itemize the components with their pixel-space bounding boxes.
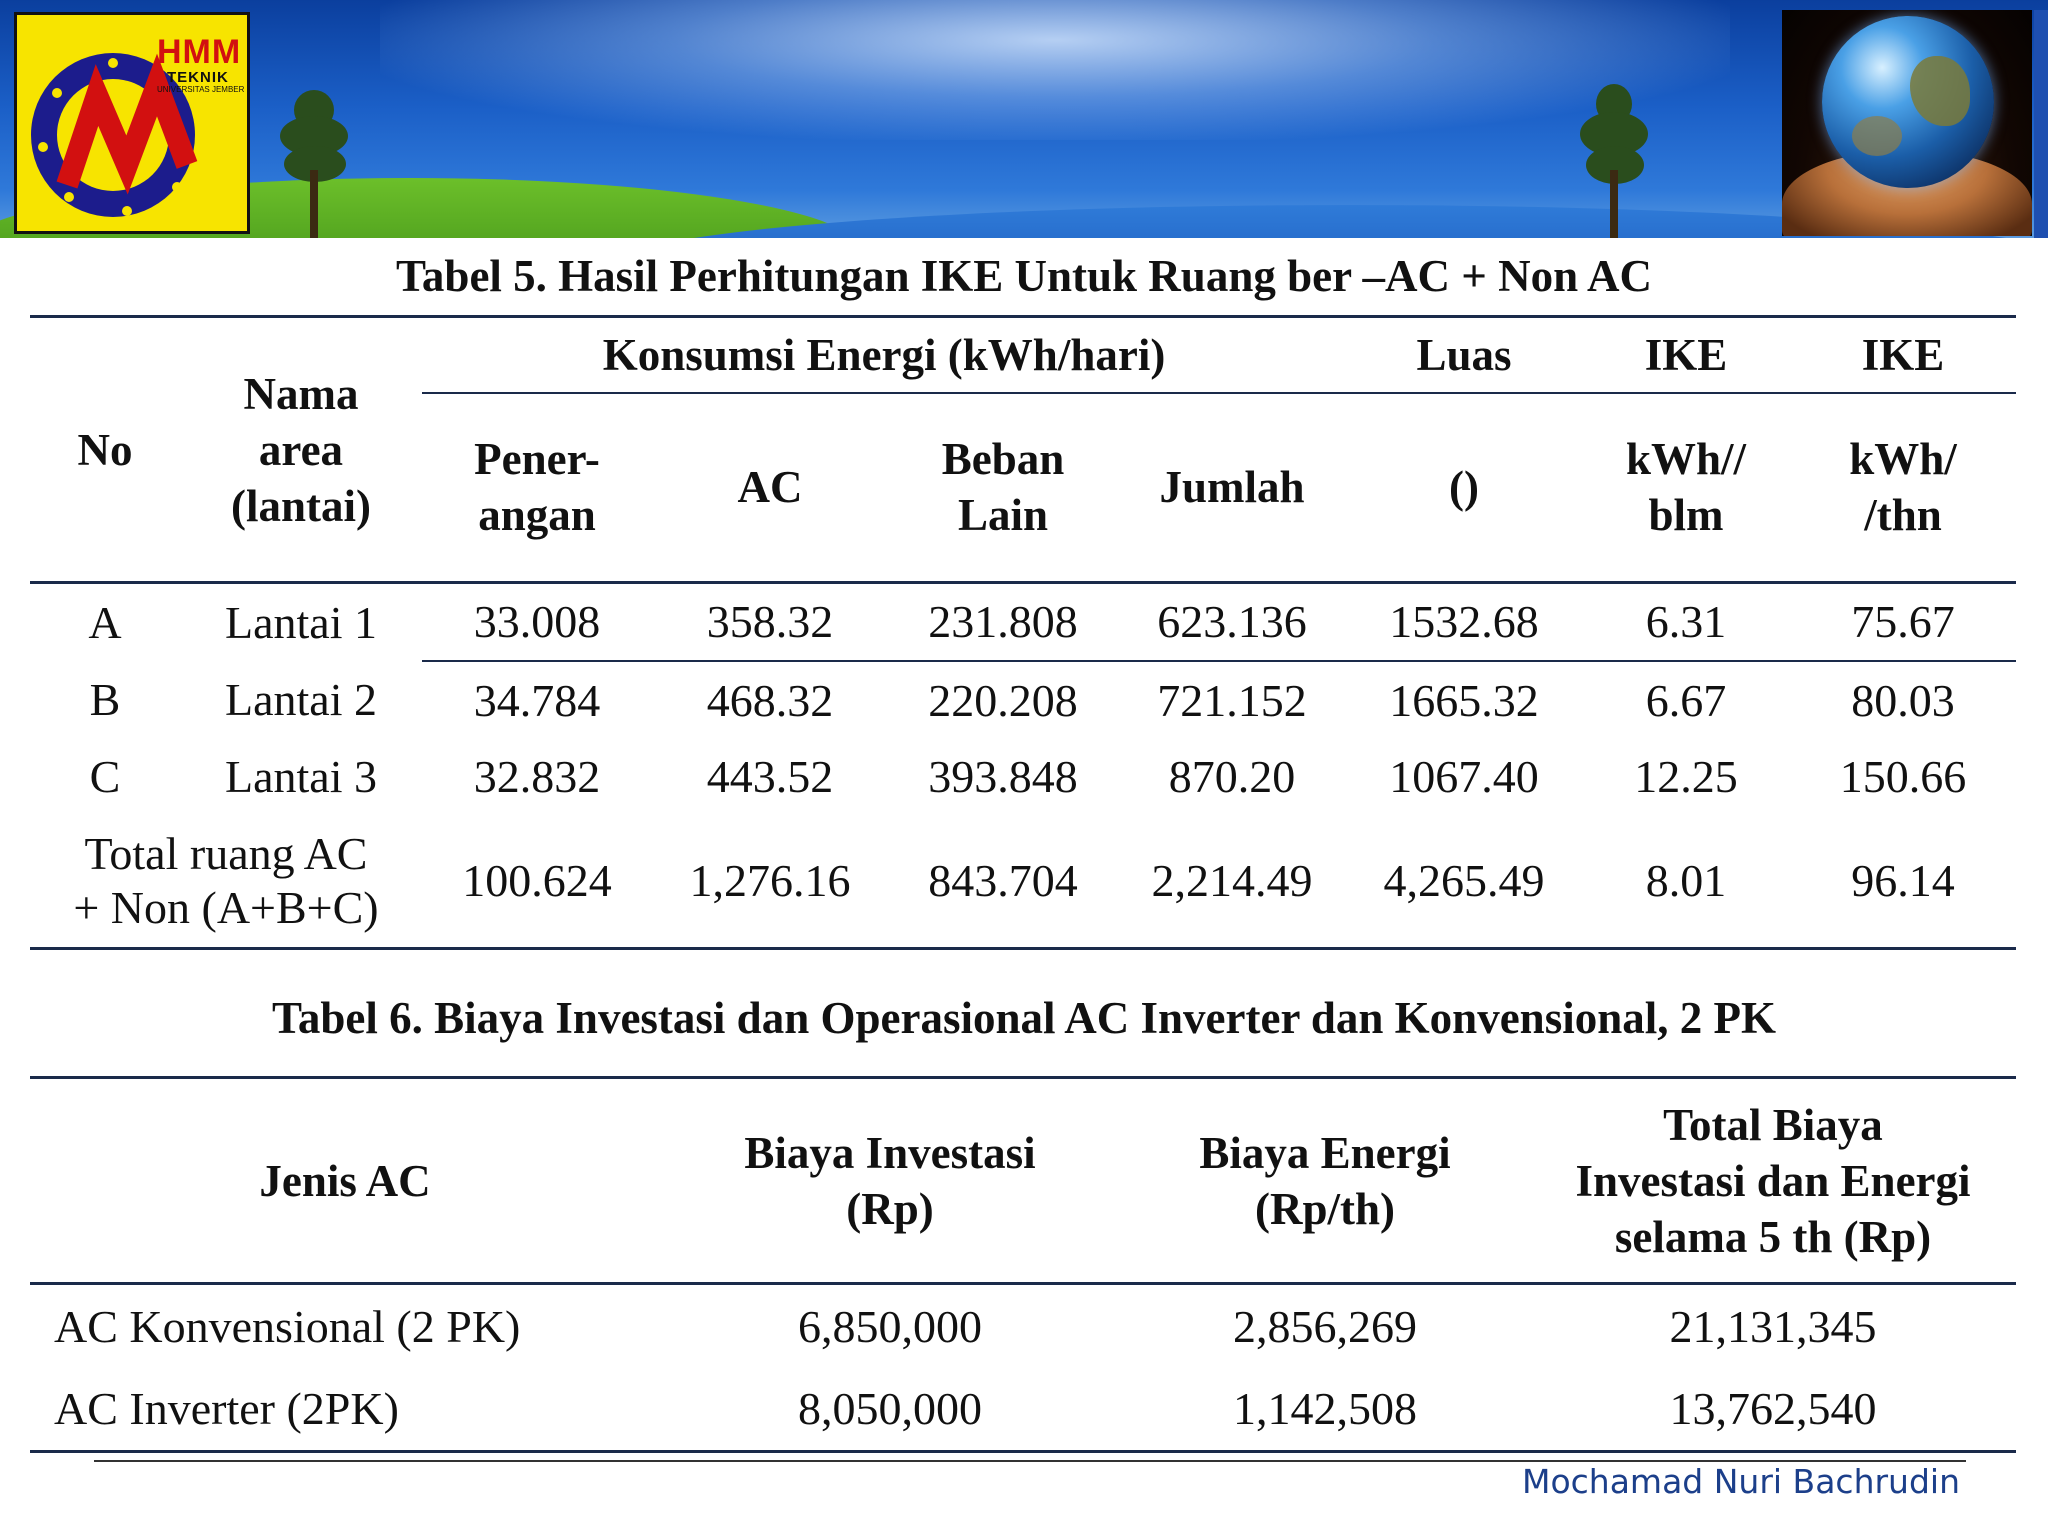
header-biaya-energi: Biaya Energi (Rp/th) xyxy=(1120,1078,1530,1284)
cell: AC Inverter (2PK) xyxy=(30,1368,660,1452)
cell: 623.136 xyxy=(1118,583,1346,661)
header-no: No xyxy=(30,317,180,583)
cell: B xyxy=(89,674,121,725)
cell: 870.20 xyxy=(1168,751,1296,802)
cell: 34.784 xyxy=(473,674,601,726)
cell: C xyxy=(89,751,121,802)
cell: 4,265.49 xyxy=(1346,815,1582,949)
footer-author: Mochamad Nuri Bachrudin xyxy=(1521,1462,1960,1501)
header-luas-unit: () xyxy=(1346,393,1582,583)
header-ike-year-unit: kWh/ /thn xyxy=(1790,393,2016,583)
cell: 21,131,345 xyxy=(1669,1300,1877,1352)
cell: 231.808 xyxy=(888,583,1118,661)
cell: 13,762,540 xyxy=(1530,1368,2016,1452)
table-row xyxy=(30,739,2016,815)
table6-caption: Tabel 6. Biaya Investasi dan Operasional AC Inverter dan Konvensional, 2 PK xyxy=(272,993,1776,1043)
cell: 32.832 xyxy=(473,751,601,802)
header-beban: Beban Lain xyxy=(888,393,1118,583)
cell: 1,276.16 xyxy=(652,815,888,949)
cell: 96.14 xyxy=(1790,815,2016,949)
cell: 1067.40 xyxy=(1389,751,1539,802)
table5 xyxy=(30,315,2016,950)
table-row xyxy=(30,1284,2016,1368)
cell: 1665.32 xyxy=(1389,674,1539,726)
header-luas: Luas xyxy=(1346,317,1582,393)
cell: AC Konvensional (2 PK) xyxy=(54,1300,521,1352)
cell: 75.67 xyxy=(1790,583,2016,661)
cell: 468.32 xyxy=(706,674,834,726)
cell: Lantai 3 xyxy=(225,751,377,802)
table-row xyxy=(30,583,2016,661)
cell: Lantai 2 xyxy=(225,674,377,725)
header-biaya-investasi: Biaya Investasi (Rp) xyxy=(660,1078,1120,1284)
table-row xyxy=(30,661,2016,739)
cell: 443.52 xyxy=(706,751,834,802)
header-penerangan: Pener- angan xyxy=(422,393,652,583)
header-konsumsi: Konsumsi Energi (kWh/hari) xyxy=(422,317,1346,393)
header-jumlah: Jumlah xyxy=(1118,393,1346,583)
cell: 6.67 xyxy=(1645,674,1727,726)
header-ac: AC xyxy=(652,393,888,583)
cell: 2,856,269 xyxy=(1233,1300,1417,1352)
header-ike-month: IKE xyxy=(1582,317,1790,393)
logo-university: UNIVERSITAS JEMBER xyxy=(157,85,245,94)
cell: 80.03 xyxy=(1851,674,1955,726)
cell: 358.32 xyxy=(652,583,888,661)
cell: Lantai 1 xyxy=(225,596,377,648)
logo-faculty: TEKNIK xyxy=(167,69,229,86)
cell: 1,142,508 xyxy=(1120,1368,1530,1452)
globe-icon xyxy=(1822,16,1994,188)
cell: 8.01 xyxy=(1582,815,1790,949)
cell: 150.66 xyxy=(1839,751,1967,802)
cell: 721.152 xyxy=(1157,674,1307,726)
header-jenis-ac: Jenis AC xyxy=(30,1078,660,1284)
cell: 6.31 xyxy=(1582,583,1790,661)
table6 xyxy=(30,1076,2016,1453)
banner-edge xyxy=(2034,10,2048,238)
cell: 100.624 xyxy=(422,815,652,949)
header-total-biaya: Total Biaya Investasi dan Energi selama 5 th (Rp) xyxy=(1530,1078,2016,1284)
header-ike-year: IKE xyxy=(1790,317,2016,393)
sky-glow xyxy=(380,0,1730,140)
total-label: Total ruang AC + Non (A+B+C) xyxy=(30,815,422,949)
cell: 33.008 xyxy=(422,583,652,661)
cell: 2,214.49 xyxy=(1118,815,1346,949)
cell: 6,850,000 xyxy=(798,1300,982,1352)
cell: 843.704 xyxy=(888,815,1118,949)
table-row xyxy=(30,1368,2016,1452)
header-ike-month-unit: kWh// blm xyxy=(1582,393,1790,583)
header-area: Nama area (lantai) xyxy=(180,317,422,583)
cell: 393.848 xyxy=(928,751,1078,802)
cell: 220.208 xyxy=(928,674,1078,726)
cell: 8,050,000 xyxy=(660,1368,1120,1452)
logo-brand: HMM xyxy=(157,33,242,71)
table5-caption: Tabel 5. Hasil Perhitungan IKE Untuk Ruang ber –AC + Non AC xyxy=(396,251,1652,301)
table-row-total xyxy=(30,815,2016,949)
cell: 12.25 xyxy=(1634,751,1738,802)
header-banner xyxy=(0,0,2048,238)
hmm-logo xyxy=(14,12,250,234)
cell: 1532.68 xyxy=(1346,583,1582,661)
cell: A xyxy=(88,596,122,648)
globe-hands-image xyxy=(1782,10,2032,236)
